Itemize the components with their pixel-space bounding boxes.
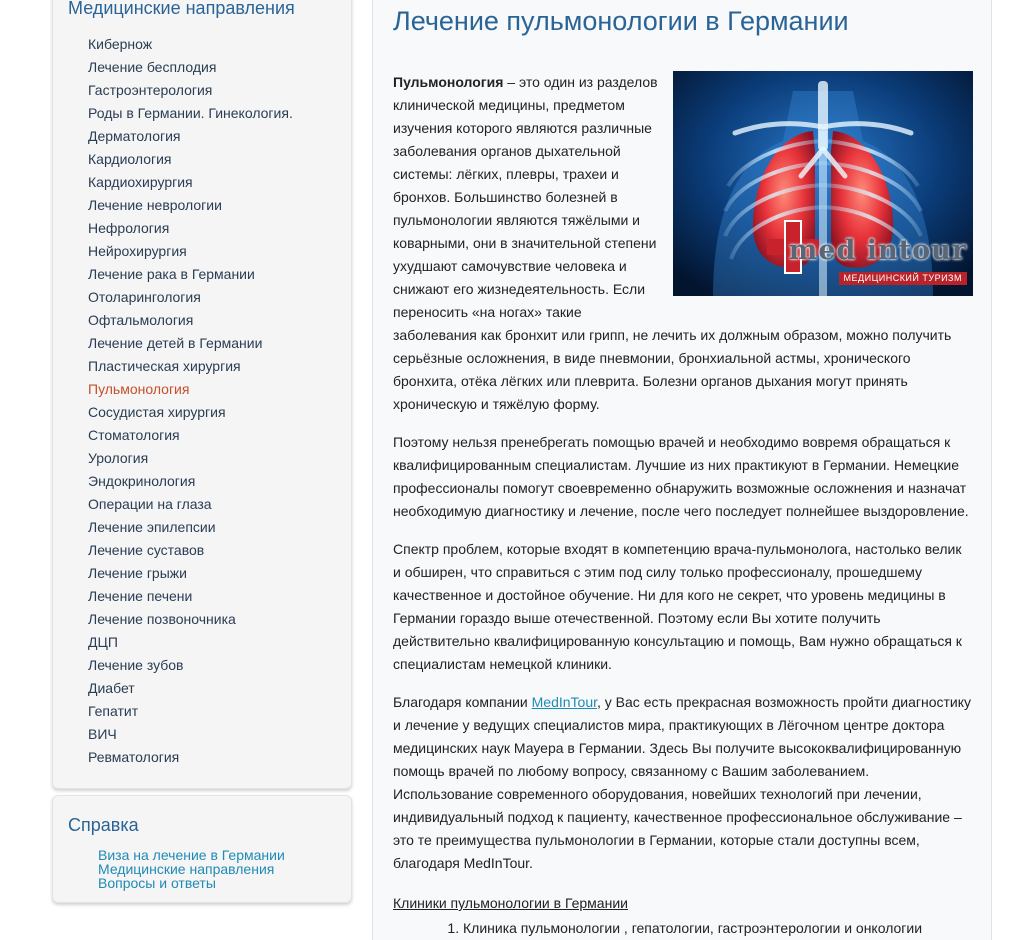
paragraph-3: Спектр проблем, которые входят в компетенцию врача-пульмонолога, настолько велик и обширен, что справиться с этим под силу только профессионалу, прошедшему качественное и достойное обучение. Ни для кого не секрет, что уровень медицины в Германии гораздо выше отечественной. Поэтому если Вы хотите получить действительно квалифицированную консультацию и помощь, Вам нужно обращаться к специалистам немецкой клиники. xyxy=(393,541,962,672)
sidebar-item[interactable]: Лечение зубов xyxy=(88,657,184,673)
lungs-image xyxy=(673,71,973,296)
sidebar-item[interactable]: Диабет xyxy=(88,680,135,696)
sidebar-item[interactable]: Кардиология xyxy=(88,151,172,167)
sidebar-item[interactable]: Лечение рака в Германии xyxy=(88,266,255,282)
content-inner xyxy=(393,0,973,940)
paragraph-4-end: , у Вас есть прекрасная возможность пройти диагностику и лечение у ведущих специалистов мира, практикующих в Лёгочном центре доктора медицинских наук Мауера в Германии. Здесь Вы получите высококвалифицированную помощь врачей по любому вопросу, связанному с Вашим заболеванием. Использование современного оборудования, новейших технологий при лечении, индивидуальный подход к пациенту, качественное профессиональное обслуживание – это те преимущества пульмонологии в Германии, которые стали доступны всем, благодаря MedInTour. xyxy=(393,694,971,871)
sidebar-item[interactable]: Пластическая хирургия xyxy=(88,358,241,374)
sidebar-item[interactable]: Лечение позвоночника xyxy=(88,611,236,627)
clinic-item[interactable]: 1. Клиника пульмонологии , гепатологии, гастроэнтерологии и онкологии xyxy=(463,917,973,940)
sidebar-item[interactable]: Ревматология xyxy=(88,749,180,765)
sidebar-item[interactable]: Лечение грыжи xyxy=(88,565,187,581)
sidebar-item[interactable]: Гастроэнтерология xyxy=(88,82,213,98)
help-title: Справка xyxy=(68,815,139,835)
sidebar-item[interactable]: Лечение печени xyxy=(88,588,193,604)
sidebar-item[interactable]: Лечение неврологии xyxy=(88,197,222,213)
paragraph-intro-text: – это один из разделов клинической медицины, предметом изучения которого являются различные заболевания органов дыхательной системы: лёгких, плевры, трахеи и бронхов. Большинство болезней в пульмонологии являются тяжёлыми и коварными, они в значительной степени ухудшают самочувствие человека и снижают его жизнедеятельность. Если переносить «на ногах» такие заболевания как бронхит или грипп, не лечить их должным образом, можно получить серьёзные осложнения, в виде пневмонии, бронхиальной астмы, хронического бронхита, отёка лёгких или плеврита. Болезни органов дыхания могут принять хроническую и тяжёлую форму. xyxy=(393,74,952,412)
sidebar-item[interactable]: Пульмонология xyxy=(88,381,190,397)
sidebar-item[interactable]: Роды в Германии. Гинекология. xyxy=(88,105,293,121)
sidebar-item[interactable]: Операции на глаза xyxy=(88,496,212,512)
sidebar-item[interactable]: Урология xyxy=(88,450,149,466)
help-link[interactable]: Вопросы и ответы xyxy=(98,875,216,891)
sidebar-item[interactable]: Лечение эпилепсии xyxy=(88,519,216,535)
paragraph-2: Поэтому нельзя пренебрегать помощью врачей и необходимо вовремя обращаться к квалифицированным специалистам. Лучшие из них практикуют в Германии. Немецкие профессионалы помогут своевременно обнаружить возможные осложнения и назначат необходимую диагностику и лечение, после чего последует полнейшее выздоровление. xyxy=(393,434,969,519)
main-content xyxy=(372,0,992,940)
sidebar-item[interactable]: Сосудистая хирургия xyxy=(88,404,226,420)
sidebar xyxy=(52,0,352,903)
brand-tagline: МЕДИЦИНСКИЙ ТУРИЗМ xyxy=(839,272,968,285)
help-link[interactable]: Виза на лечение в Германии xyxy=(98,847,285,863)
sidebar-item[interactable]: Стоматология xyxy=(88,427,180,443)
clinics-list xyxy=(393,917,973,940)
directions-list xyxy=(68,33,351,769)
sidebar-item[interactable]: Кардиохирургия xyxy=(88,174,193,190)
medintour-link[interactable]: MedInTour xyxy=(531,694,598,710)
sidebar-item[interactable]: Кибернож xyxy=(88,36,153,52)
article xyxy=(393,71,973,940)
sidebar-item[interactable]: Нейрохирургия xyxy=(88,243,187,259)
sidebar-item[interactable]: Лечение детей в Германии xyxy=(88,335,263,351)
clinics-heading-link[interactable]: Клиники пульмонологии в Германии xyxy=(393,895,628,911)
directions-box xyxy=(52,0,352,789)
help-box xyxy=(52,795,352,903)
brand-name: med intour xyxy=(788,235,967,266)
sidebar-item[interactable]: ВИЧ xyxy=(88,726,117,742)
page-title: Лечение пульмонологии в Германии xyxy=(393,6,849,36)
directions-title: Медицинские направления xyxy=(68,0,295,18)
sidebar-item[interactable]: Дерматология xyxy=(88,128,181,144)
sidebar-item[interactable]: Лечение бесплодия xyxy=(88,59,217,75)
help-link[interactable]: Медицинские направления xyxy=(98,861,275,877)
help-list xyxy=(68,848,351,890)
term-pulmonology: Пульмонология xyxy=(393,74,504,90)
sidebar-item[interactable]: Отоларингология xyxy=(88,289,201,305)
sidebar-item[interactable]: Эндокринология xyxy=(88,473,196,489)
sidebar-item[interactable]: Офтальмология xyxy=(88,312,194,328)
brand-logo xyxy=(789,237,967,288)
sidebar-item[interactable]: Лечение суставов xyxy=(88,542,205,558)
paragraph-4 xyxy=(393,691,973,875)
paragraph-4-start: Благодаря компании xyxy=(393,694,532,710)
sidebar-item[interactable]: Гепатит xyxy=(88,703,139,719)
sidebar-item[interactable]: ДЦП xyxy=(88,634,118,650)
sidebar-item[interactable]: Нефрология xyxy=(88,220,170,236)
